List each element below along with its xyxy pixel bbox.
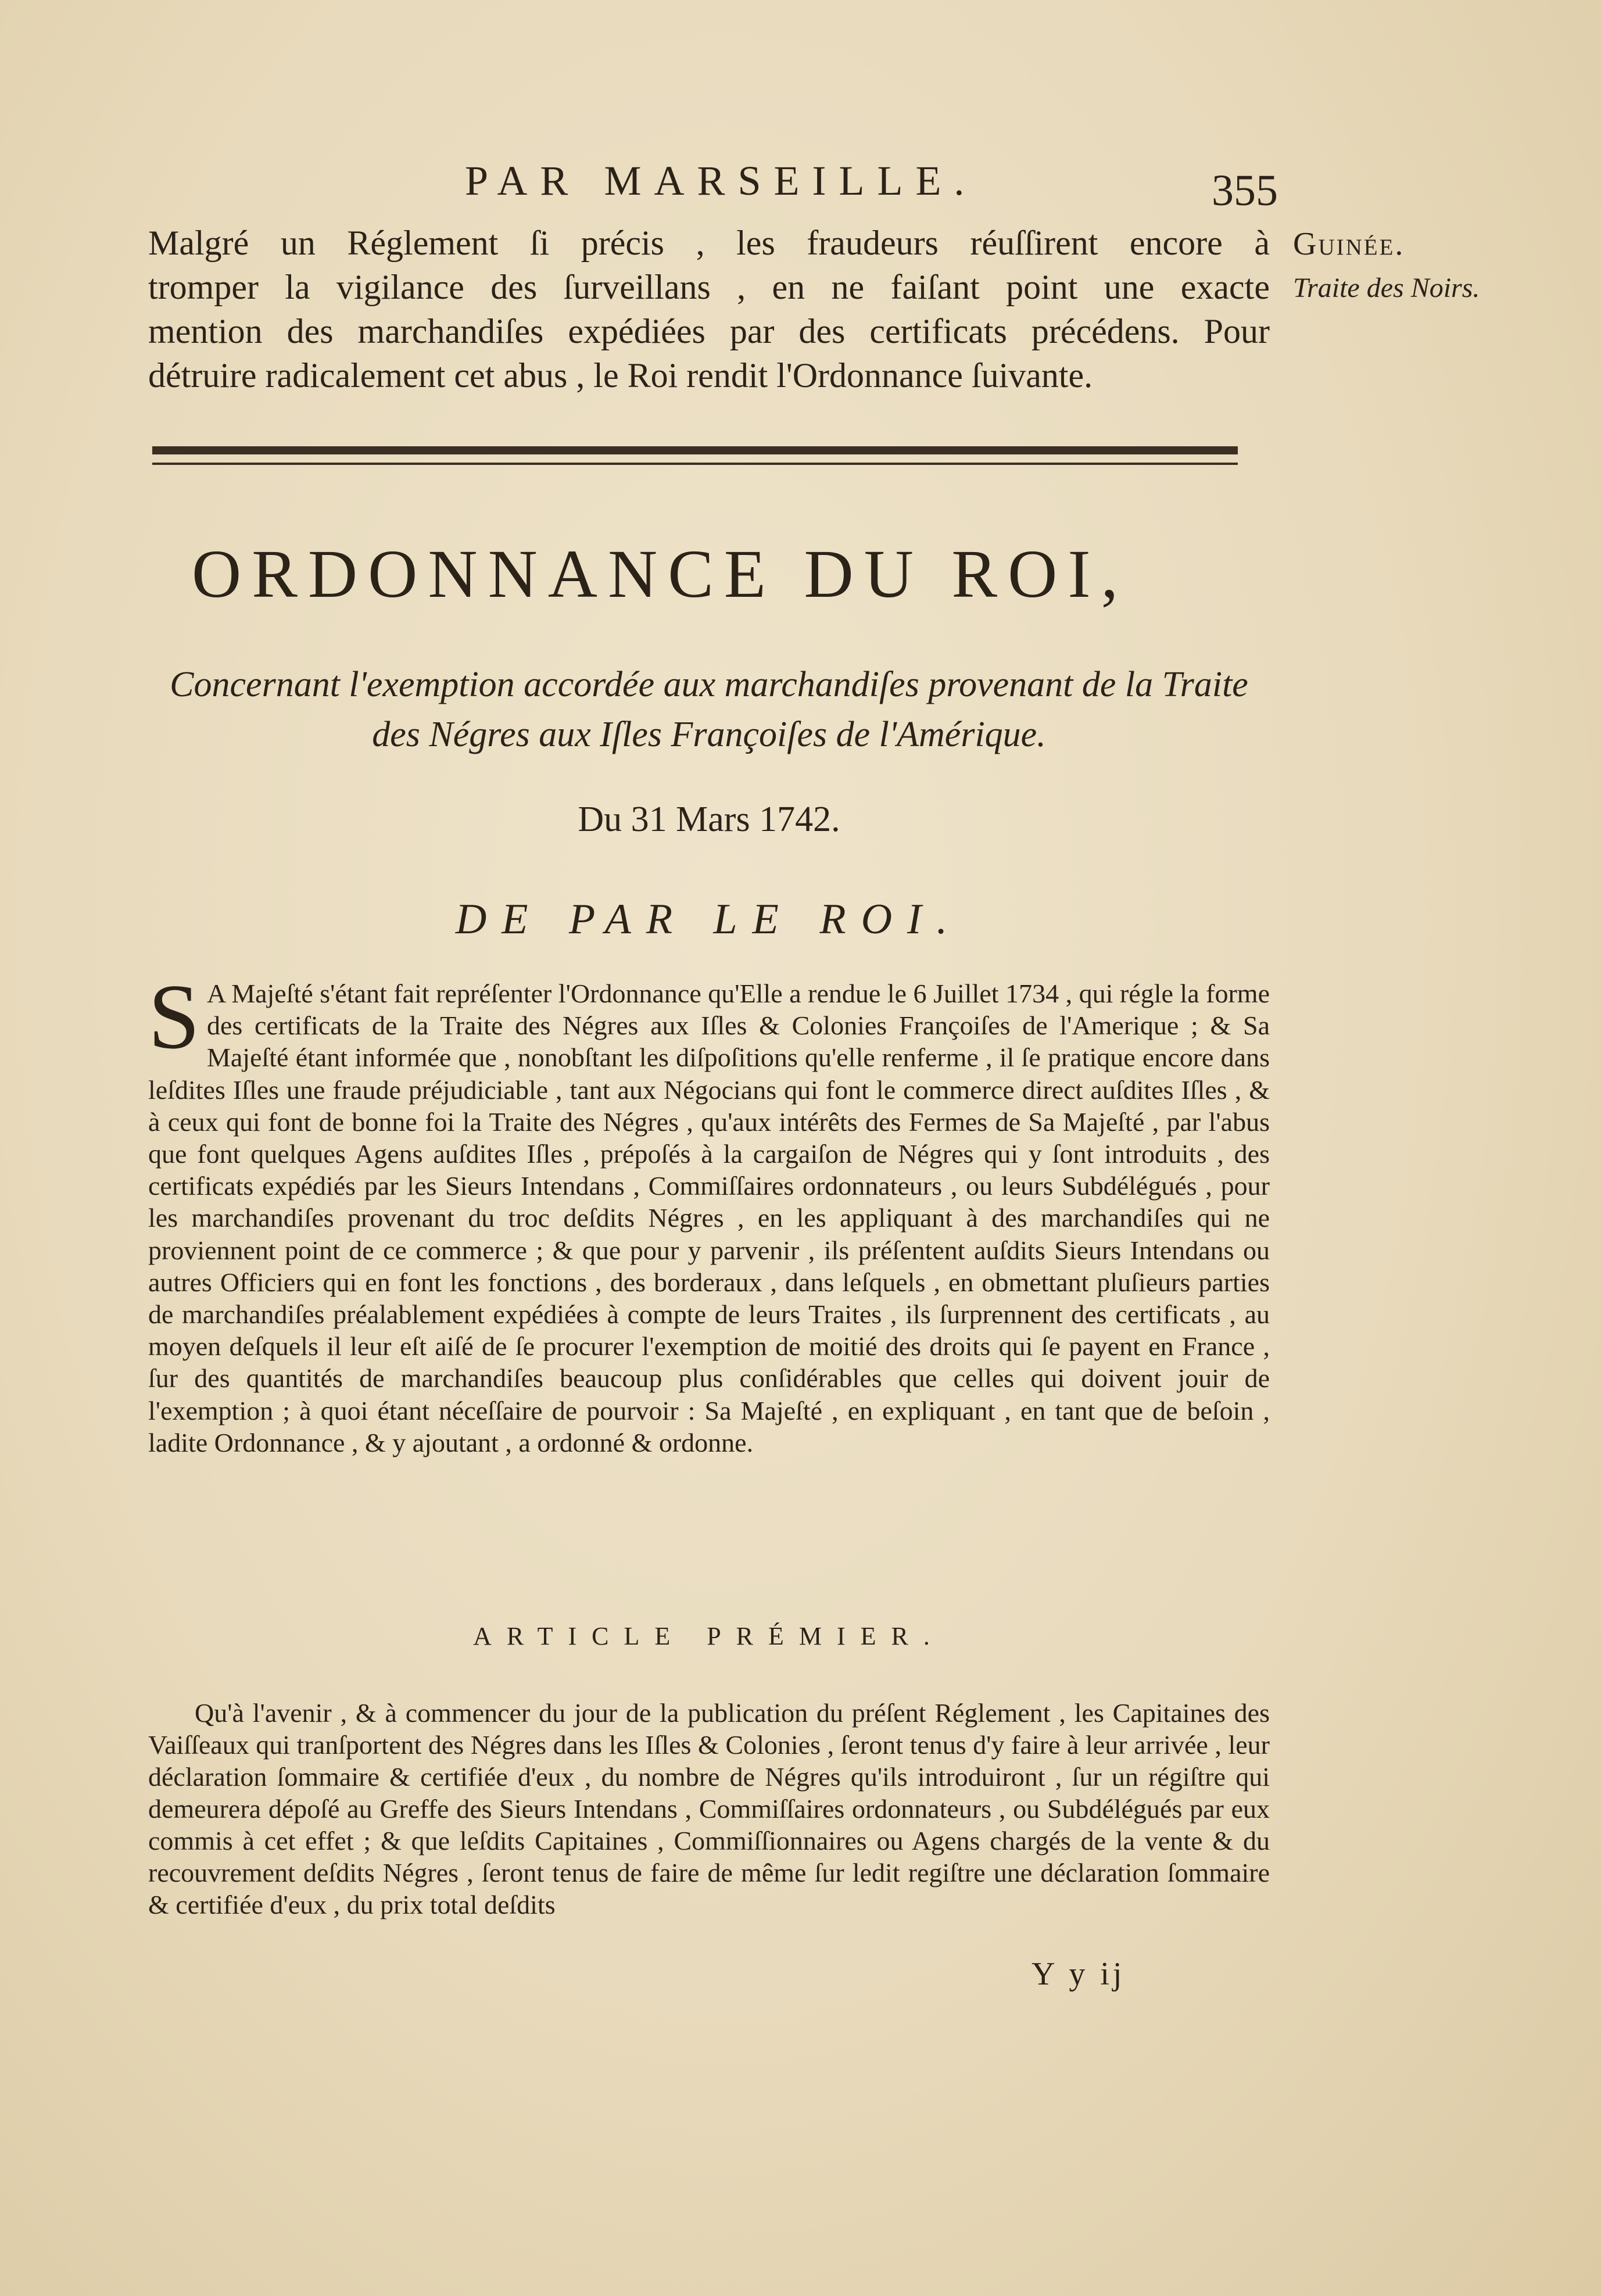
signature-mark: Y y ij xyxy=(1031,1956,1126,1992)
intro-line: détruire radicalement cet abus , le Roi rendit l'Ordonnance ſuivante. xyxy=(148,356,1093,395)
intro-line: mention des marchandiſes expédiées par des certificats précédens. Pour xyxy=(148,312,1270,350)
margin-note-traite: Traite des Noirs. xyxy=(1293,273,1480,303)
subtitle-line: des Négres aux Iſles Françoiſes de l'Amérique. xyxy=(372,715,1046,754)
intro-line: Malgré un Réglement ſi précis , les fraudeurs réuſſirent encore à xyxy=(148,224,1270,262)
ordinance-date: Du 31 Mars 1742. xyxy=(578,800,840,839)
divider-rule-thin xyxy=(152,463,1238,465)
page-number: 355 xyxy=(1212,166,1278,215)
dropcap-letter: S xyxy=(148,965,200,1068)
intro-paragraph xyxy=(148,221,1270,397)
divider-rule xyxy=(152,446,1238,454)
article-heading: ARTICLE PRÉMIER. xyxy=(473,1622,945,1650)
margin-note-guinee: Guinée. xyxy=(1293,226,1405,262)
de-par-le-roi-heading: DE PAR LE ROI. xyxy=(455,896,963,943)
article-paragraph: Qu'à l'avenir , & à commencer du jour de la publication du préſent Réglement , les Capitaines des Vaiſſeaux qui tranſportent des Négres dans les Iſles & Colonies , ſeront tenus d'y faire à leur arrivée , leur déclaration ſommaire & certifiée d'eux , du nombre de Négres qu'ils introduiront , ſur un régiſtre qui demeurera dépoſé au Greffe des Sieurs Intendans , Commiſſaires ordonnateurs , ou Subdélégués par eux commis à cet effet ; & que leſdits Capitaines , Commiſſionnaires ou Agens chargés de la vente & du recouvrement deſdits Négres , ſeront tenus de faire de même ſur ledit regiſtre une déclaration ſommaire & certifiée d'eux , du prix total deſdits xyxy=(148,1698,1270,1919)
subtitle-line: Concernant l'exemption accordée aux marchandiſes provenant de la Traite xyxy=(170,665,1248,704)
ordinance-title: ORDONNANCE DU ROI, xyxy=(192,536,1129,612)
intro-line: tromper la vigilance des ſurveillans , en ne faiſant point une exacte xyxy=(148,268,1270,306)
preamble-paragraph xyxy=(148,965,1270,1459)
preamble-text: A Majeſté s'étant fait repréſenter l'Ordonnance qu'Elle a rendue le 6 Juillet 1734 , qui régle la forme des certificats de la Traite des Négres aux Iſles & Colonies Françoiſes de l'Amerique ; & Sa Majeſté étant informée que , nonobſtant les diſpoſitions qu'elle renferme , il ſe pratique encore dans leſdites Iſles une fraude préjudiciable , tant aux Négocians qui font le commerce direct auſdites Iſles , & à ceux qui font de bonne foi la Traite des Négres , qu'aux intérêts des Fermes de Sa Majeſté , par l'abus que font quelques Agens auſdites Iſles , prépoſés à la cargaiſon de Négres qui y ſont introduits , des certificats expédiés par les Sieurs Intendans , Commiſſaires ordonnateurs , ou leurs Subdélégués , pour les marchandiſes provenant du troc deſdits Négres , en les appliquant à des marchandiſes qui ne proviennent point de ce commerce ; & que pour y parvenir , ils préſentent auſdits Sieurs Intendans ou autres Officiers qui en font les fonctions , des borderaux , dans leſquels , en obmettant pluſieurs parties de marchandiſes préalablement expédiées à compte de leurs Traites , ils ſurprennent des certificats , au moyen deſquels il leur eſt aiſé de ſe procurer l'exemption de moitié des droits qui ſe payent en France , ſur des quantités de marchandiſes beaucoup plus conſidérables que celles qui doivent jouir de l'exemption ; à quoi étant néceſſaire de pourvoir : Sa Majeſté , en expliquant , en tant que de beſoin , ladite Ordonnance , & y ajoutant , a ordonné & ordonne. xyxy=(148,979,1270,1457)
running-head: PAR MARSEILLE. xyxy=(465,157,977,204)
ordinance-subtitle xyxy=(148,660,1270,760)
